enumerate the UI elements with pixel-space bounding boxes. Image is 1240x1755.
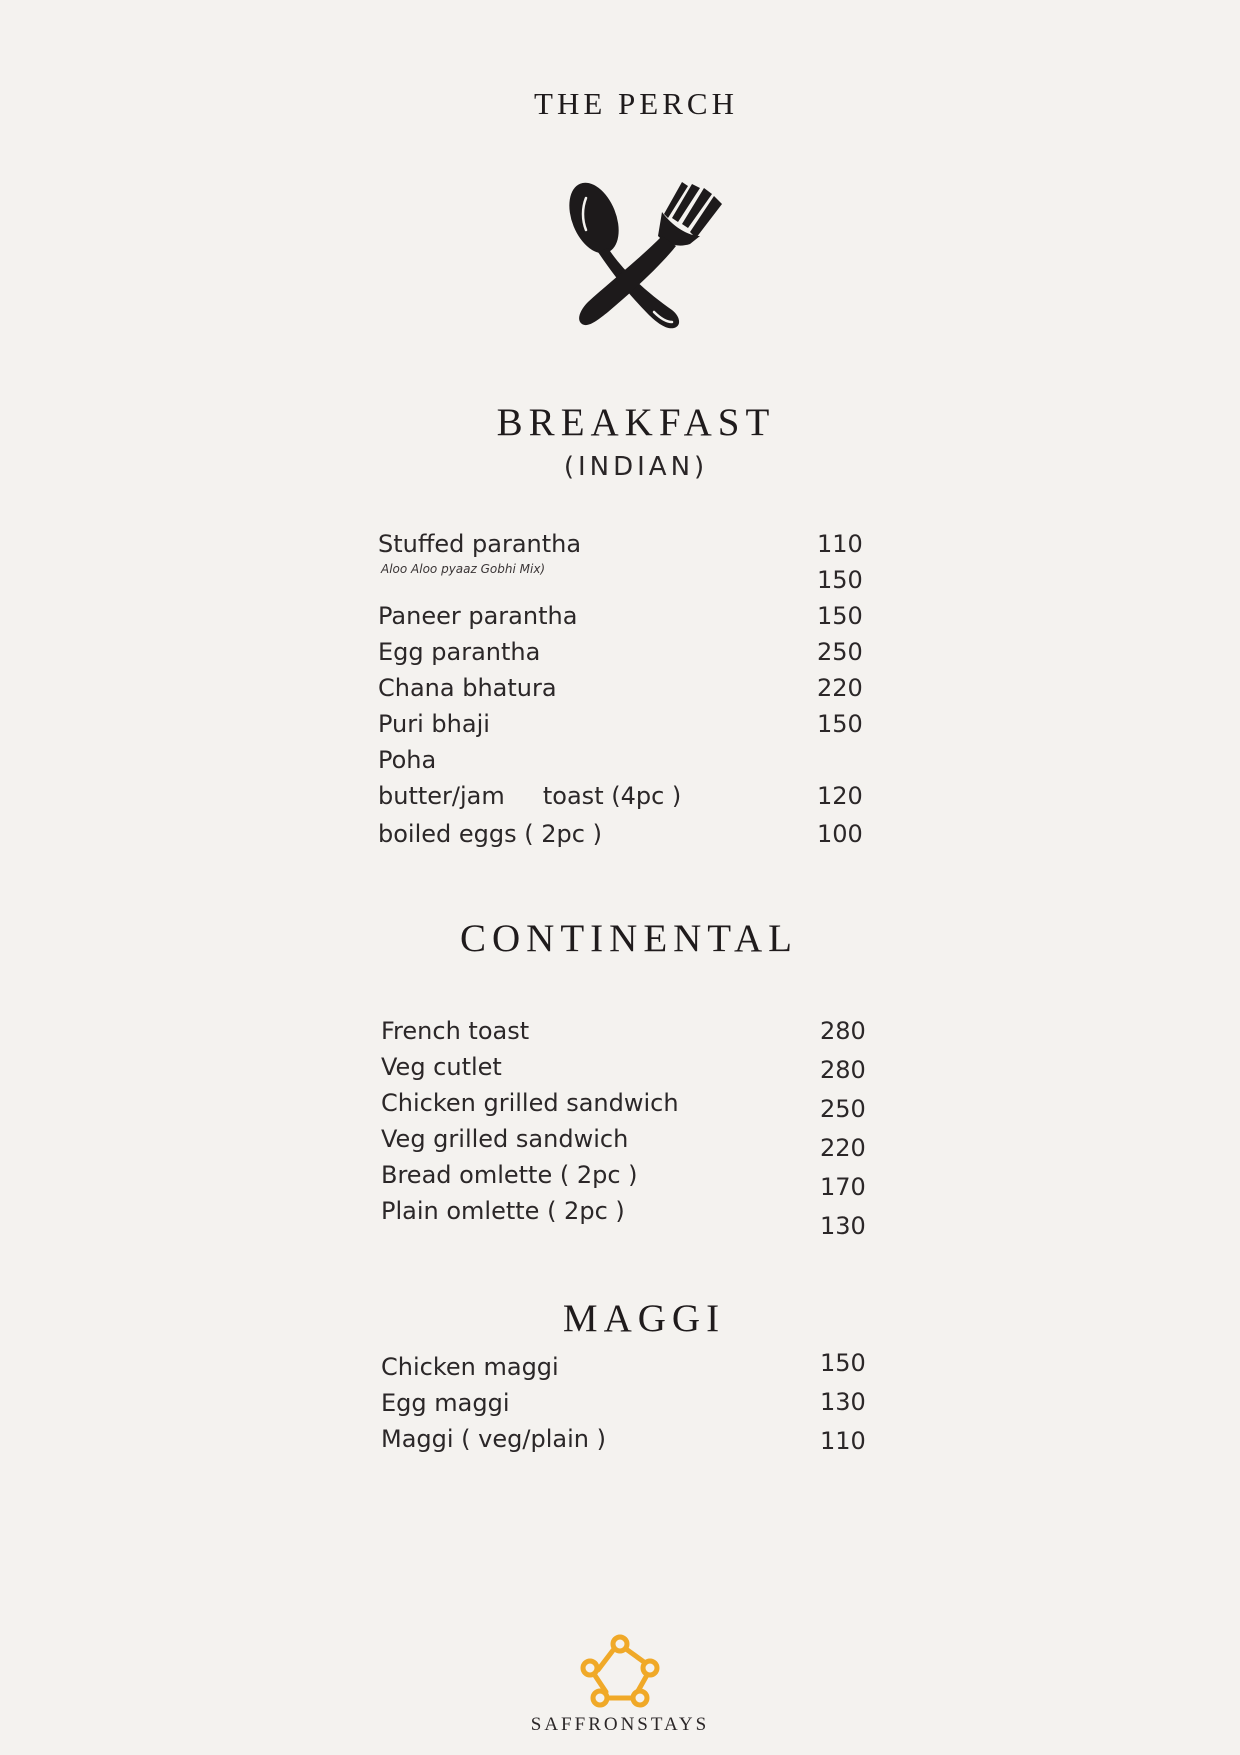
continental-heading: CONTINENTAL: [460, 917, 798, 960]
menu-item-name: Stuffed parantha: [378, 530, 582, 558]
menu-item-name: Egg maggi: [381, 1389, 510, 1417]
restaurant-name: THE PERCH: [534, 86, 738, 121]
menu-item-price: 250: [817, 638, 863, 666]
menu-item-price: 130: [820, 1212, 866, 1240]
menu-item-price: 170: [820, 1173, 866, 1201]
menu-item-price: 280: [820, 1056, 866, 1084]
menu-item-name: Bread omlette ( 2pc ): [381, 1161, 638, 1189]
menu-item-price: 110: [820, 1427, 866, 1455]
menu-item-name: Chana bhatura: [378, 674, 557, 702]
menu-item-name: Paneer parantha: [378, 602, 578, 630]
menu-item-price: 250: [820, 1095, 866, 1123]
menu-item-price: 150: [820, 1349, 866, 1377]
menu-item-price: 100: [817, 820, 863, 848]
menu-item-name: Veg cutlet: [381, 1053, 502, 1081]
menu-item-name: French toast: [381, 1017, 530, 1045]
menu-item-name: boiled eggs ( 2pc ): [378, 820, 602, 848]
menu-item-price: 150: [817, 710, 863, 738]
menu-item-name: Egg parantha: [378, 638, 541, 666]
menu-item-price: 120: [817, 782, 863, 810]
saffronstays-logo-icon: [578, 1632, 662, 1708]
menu-item-name: butter/jam toast (4pc ): [378, 782, 682, 810]
spoon-fork-crossed-icon: [564, 178, 732, 338]
menu-item-name: Poha: [378, 746, 437, 774]
menu-item-name: Chicken grilled sandwich: [381, 1089, 679, 1117]
menu-item-name: Maggi ( veg/plain ): [381, 1425, 606, 1453]
menu-item-price: 280: [820, 1017, 866, 1045]
footer-brand: SAFFRONSTAYS: [530, 1714, 710, 1735]
menu-item-price: 220: [817, 674, 863, 702]
maggi-heading: MAGGI: [562, 1297, 726, 1340]
menu-item-name: Chicken maggi: [381, 1353, 559, 1381]
menu-item-price: 130: [820, 1388, 866, 1416]
menu-item-price: 220: [820, 1134, 866, 1162]
menu-item-price: 150: [817, 566, 863, 594]
menu-item-name: Veg grilled sandwich: [381, 1125, 629, 1153]
menu-item-name: Puri bhaji: [378, 710, 490, 738]
menu-item-price: 150: [817, 602, 863, 630]
menu-item-price: 110: [817, 530, 863, 558]
breakfast-subheading: (INDIAN): [563, 452, 709, 482]
breakfast-heading: BREAKFAST: [496, 401, 776, 444]
menu-item-note: Aloo Aloo pyaaz Gobhi Mix): [381, 562, 546, 576]
menu-item-name: Plain omlette ( 2pc ): [381, 1197, 625, 1225]
